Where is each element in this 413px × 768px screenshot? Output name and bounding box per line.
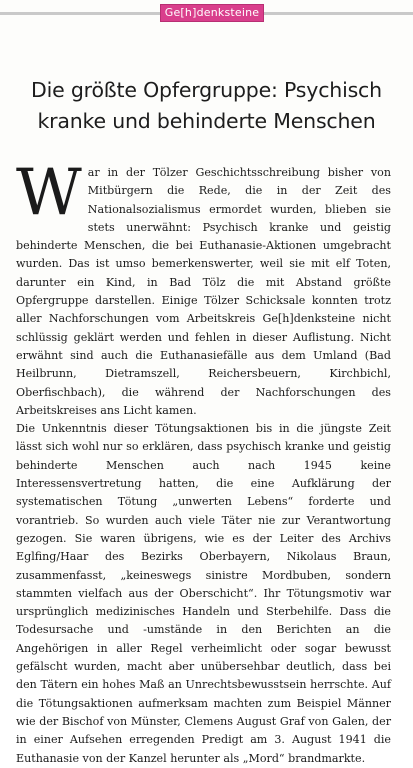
article-title-line2: kranke und behinderte Menschen	[37, 109, 376, 133]
article-paragraph-1	[16, 156, 391, 420]
article-title-line1: Die größte Opfergruppe: Psychisch	[31, 78, 382, 102]
drop-cap: W	[16, 156, 82, 230]
section-label: Ge[h]denksteine	[160, 4, 264, 22]
section-header	[0, 0, 413, 26]
header-rule-right	[264, 12, 413, 15]
paragraph-1-text: ar in der Tölzer Geschichtsschreibung bisher von Mitbürgern die Rede, die in der Zeit des Nationalsozialismus ermordet wurden, blieben sie stets unerwähnt: Psychisch kranke und geistig behinderte Menschen, die bei Euthanasie-Aktionen umgebracht wurden. Das ist umso bemerkenswerter, weil sie mit elf Toten, darunter ein Kind, in Bad Tölz die mit Abstand größte Opfergruppe darstellen. Einige Tölzer Schicksale konnten trotz aller Nachforschungen vom Arbeitskreis Ge[h]denksteine nicht schlüssig geklärt werden und fehlen in dieser Auflistung. Nicht erwähnt sind auch die Euthanasiefälle aus dem Umland (Bad Heilbrunn, Dietramszell, Reichersbeuern, Kirchbichl, Oberfischbach), die während der Nachforschungen des Arbeitskreises ans Licht kamen.	[16, 166, 391, 417]
article-title	[14, 75, 399, 137]
header-rule-left	[0, 12, 160, 15]
article-paragraph-2: Die Unkenntnis dieser Tötungsaktionen bis in die jüngste Zeit lässt sich wohl nur so erklären, dass psychisch kranke und geistig behinderte Menschen auch nach 1945 keine Interessensvertretung hatten, die eine Aufklärung der systematischen Tötung „unwerten Lebens“ forderte und vorantrieb. So wurden auch viele Täter nie zur Verantwortung gezogen. Sie waren übrigens, wie es der Leiter des Archivs Eglfing/Haar des Bezirks Oberbayern, Nikolaus Braun, zusammenfasst, „keineswegs sinistre Mordbuben, sondern stammten vielfach aus der Oberschicht“. Ihr Tötungsmotiv war ursprünglich medizinisches Handeln und Sterbehilfe. Dass die Todesursache und -umstände in den Berichten an die Angehörigen in aller Regel verheimlicht oder sogar bewusst gefälscht wurden, macht aber unübersehbar deutlich, dass bei den Tätern ein hohes Maß an Unrechtsbewusstsein herrschte. Auf die Tötungsaktionen aufmerksam machten zum Beispiel Männer wie der Bischof von Münster, Clemens August Graf von Galen, der in einer Aufsehen erregenden Predigt am 3. August 1941 die Euthanasie von der Kanzel herunter als „Mord“ brandmarkte.	[16, 422, 391, 765]
article-body	[16, 156, 391, 768]
